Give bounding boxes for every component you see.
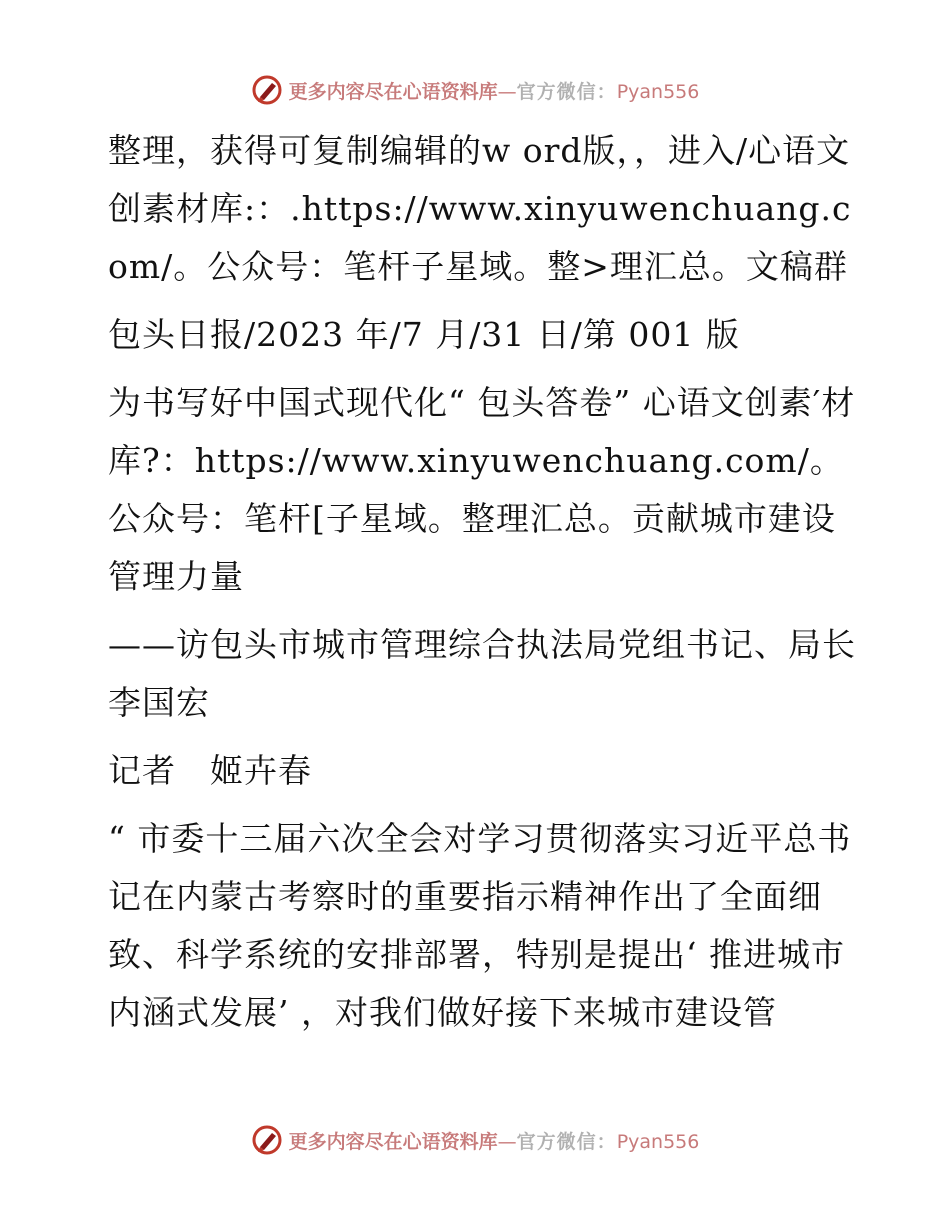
- watermark-site: 更多内容尽在心语资料库: [288, 1130, 498, 1153]
- source-line: 包头日报/2023 年/7 月/31 日/第 001 版: [108, 315, 740, 354]
- article-subtitle: ——访包头市城市管理综合执法局党组书记、局长李国宏: [108, 625, 856, 722]
- body-paragraph: “ 市委十三届六次全会对学习贯彻落实习近平总书记在内蒙古考察时的重要指示精神作出了全面细致、科学系统的安排部署，特别是提出‘ 推进城市内涵式发展’ ，对我们做好接下来城市建设管: [108, 819, 852, 1032]
- watermark-handle: Pyan556: [616, 1130, 700, 1153]
- document-body: [98, 122, 858, 1052]
- byline: 记者 姬卉春: [108, 751, 312, 790]
- intro-paragraph: 整理，获得可复制编辑的w ord版，，进入/心语文创素材库:：.https://www.xinyuwenchuang.com/。公众号：笔杆子星域。整>理汇总。文稿群: [108, 131, 852, 286]
- article-title: 为书写好中国式现代化“ 包头答卷” 心语文创素′材库?：https://www.xinyuwenchuang.com/。公众号：笔杆[子星域。整理汇总。贡献城市建设管理力量: [108, 383, 856, 596]
- watermark-text: [289, 1127, 700, 1154]
- watermark-banner-bottom: [0, 1120, 950, 1160]
- watermark-handle: Pyan556: [616, 80, 700, 103]
- watermark-dash: —: [497, 1130, 517, 1153]
- watermark-text: [289, 77, 700, 104]
- pen-circle-logo-icon: [251, 1124, 283, 1156]
- watermark-banner-top: [0, 70, 950, 110]
- pen-circle-logo-icon: [251, 74, 283, 106]
- watermark-official: 官方微信：: [516, 80, 617, 103]
- watermark-site: 更多内容尽在心语资料库: [288, 80, 498, 103]
- watermark-official: 官方微信：: [516, 1130, 617, 1153]
- watermark-dash: —: [497, 80, 517, 103]
